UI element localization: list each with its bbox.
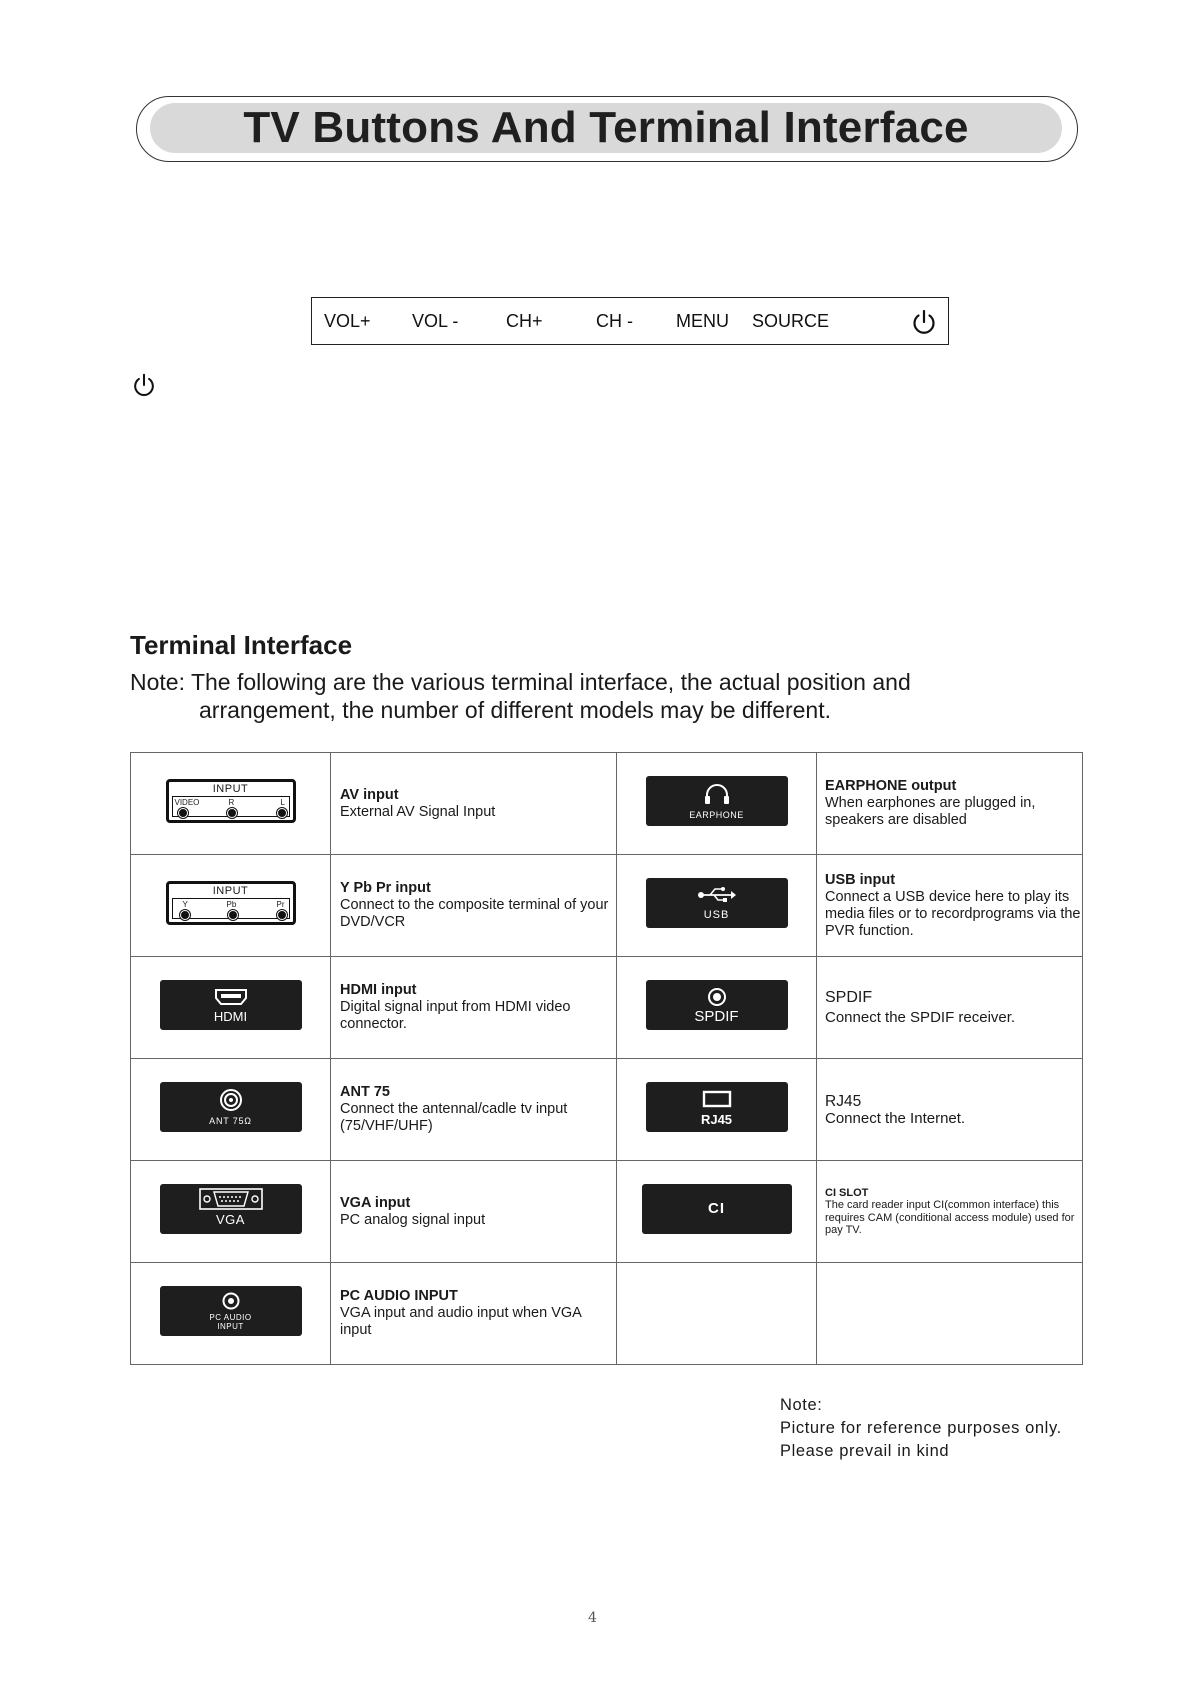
av-input-plate bbox=[166, 779, 296, 823]
jack-icon bbox=[277, 808, 287, 818]
jack-icon bbox=[178, 808, 188, 818]
section-note-line-2: arrangement, the number of different models may be different. bbox=[199, 697, 832, 723]
tv-button-strip bbox=[311, 297, 949, 345]
section-title: Terminal Interface bbox=[130, 630, 353, 660]
table-row bbox=[131, 753, 1083, 855]
plate-label: VIDEO bbox=[174, 798, 200, 807]
plate-caption: RJ45 bbox=[700, 1112, 733, 1127]
terminal-desc: The card reader input CI(common interface) this requires CAM (conditional access module) used for pay TV. bbox=[825, 1199, 1075, 1236]
jack-icon bbox=[277, 910, 287, 920]
plate-label: R bbox=[228, 798, 235, 807]
terminal-desc: External AV Signal Input bbox=[340, 803, 496, 820]
plate-label: L bbox=[280, 798, 285, 807]
spdif-plate bbox=[646, 980, 788, 1030]
plate-caption: PC AUDIO INPUT bbox=[209, 1313, 252, 1331]
table-row bbox=[131, 1059, 1083, 1161]
ch-up-button[interactable]: CH+ bbox=[506, 311, 543, 331]
terminal-name: CI SLOT bbox=[825, 1186, 869, 1199]
terminal-name: AV input bbox=[340, 786, 399, 803]
terminal-name: PC AUDIO INPUT bbox=[340, 1288, 458, 1304]
vol-up-button[interactable]: VOL+ bbox=[324, 311, 371, 331]
note-line: Picture for reference purposes only. bbox=[780, 1419, 1062, 1437]
source-button[interactable]: SOURCE bbox=[752, 311, 830, 331]
plate-label: Pb bbox=[226, 900, 237, 909]
terminal-desc: Connect a USB device here to play its media files or to recordprograms via the PVR function. bbox=[825, 888, 1081, 939]
plate-caption: ANT 75Ω bbox=[209, 1116, 252, 1126]
terminal-table bbox=[130, 752, 1083, 1365]
terminal-desc: Connect to the composite terminal of your DVD/VCR bbox=[340, 897, 609, 930]
plate-caption: EARPHONE bbox=[689, 810, 744, 820]
ethernet-port-icon bbox=[702, 1090, 732, 1108]
terminal-name: HDMI input bbox=[340, 982, 417, 998]
plate-caption: USB bbox=[703, 909, 730, 921]
coax-jack-icon bbox=[218, 1087, 244, 1113]
table-row bbox=[131, 957, 1083, 1059]
jack-icon bbox=[228, 910, 238, 920]
reference-note bbox=[780, 1394, 1062, 1463]
ant-plate bbox=[160, 1082, 302, 1132]
table-row bbox=[131, 1161, 1083, 1263]
earphone-plate bbox=[646, 776, 788, 826]
section-note-line-1: Note: The following are the various terminal interface, the actual position and bbox=[130, 669, 911, 695]
terminal-name: Y Pb Pr input bbox=[340, 880, 431, 896]
jack-icon bbox=[180, 910, 190, 920]
note-line: Please prevail in kind bbox=[780, 1442, 950, 1460]
optical-jack-icon bbox=[706, 986, 728, 1008]
hdmi-port-icon bbox=[214, 988, 248, 1006]
terminal-name: ANT 75 bbox=[340, 1084, 390, 1100]
pc-audio-plate bbox=[160, 1286, 302, 1336]
headphone-icon bbox=[701, 782, 733, 806]
terminal-desc: VGA input and audio input when VGA input bbox=[340, 1305, 582, 1338]
plate-header: INPUT bbox=[212, 783, 249, 795]
plate-label: Pr bbox=[276, 900, 285, 909]
plate-label: Y bbox=[182, 900, 188, 909]
note-label: Note: bbox=[780, 1396, 823, 1414]
empty-cell bbox=[817, 1263, 1083, 1365]
hdmi-plate bbox=[160, 980, 302, 1030]
terminal-name: VGA input bbox=[340, 1194, 411, 1211]
terminal-name: EARPHONE output bbox=[825, 778, 957, 794]
plate-caption: SPDIF bbox=[694, 1008, 739, 1025]
ci-plate bbox=[642, 1184, 792, 1234]
table-row bbox=[131, 1263, 1083, 1365]
terminal-desc: Connect the antennal/cadle tv input (75/VHF/UHF) bbox=[340, 1101, 568, 1134]
audio-jack-icon bbox=[221, 1291, 241, 1311]
page-number: 4 bbox=[588, 1610, 597, 1626]
table-row bbox=[131, 855, 1083, 957]
plate-header: INPUT bbox=[212, 885, 249, 897]
terminal-name: RJ45 bbox=[825, 1092, 862, 1110]
power-icon[interactable] bbox=[910, 308, 938, 336]
plate-caption: HDMI bbox=[213, 1009, 248, 1024]
empty-cell bbox=[617, 1263, 817, 1365]
menu-button[interactable]: MENU bbox=[676, 311, 729, 331]
vga-port-icon bbox=[199, 1188, 263, 1210]
terminal-desc: PC analog signal input bbox=[340, 1211, 486, 1228]
terminal-name: USB input bbox=[825, 871, 896, 888]
ypbpr-input-plate bbox=[166, 881, 296, 925]
terminal-desc: Connect the SPDIF receiver. bbox=[825, 1009, 1016, 1026]
terminal-desc: When earphones are plugged in, speakers are disabled bbox=[825, 795, 1036, 828]
rj45-plate bbox=[646, 1082, 788, 1132]
vga-plate bbox=[160, 1184, 302, 1234]
title-banner bbox=[150, 103, 1062, 153]
plate-caption: VGA bbox=[216, 1212, 245, 1227]
av-plate-cell bbox=[131, 753, 331, 855]
power-icon bbox=[131, 372, 157, 398]
usb-plate bbox=[646, 878, 788, 928]
page-title: TV Buttons And Terminal Interface bbox=[243, 103, 969, 152]
usb-icon bbox=[697, 886, 737, 904]
plate-caption: CI bbox=[708, 1200, 725, 1217]
terminal-desc: Digital signal input from HDMI video connector. bbox=[340, 999, 571, 1032]
terminal-desc: Connect the Internet. bbox=[825, 1109, 966, 1127]
jack-icon bbox=[227, 808, 237, 818]
ch-down-button[interactable]: CH - bbox=[596, 311, 633, 331]
vol-down-button[interactable]: VOL - bbox=[412, 311, 459, 331]
terminal-name: SPDIF bbox=[825, 989, 873, 1006]
